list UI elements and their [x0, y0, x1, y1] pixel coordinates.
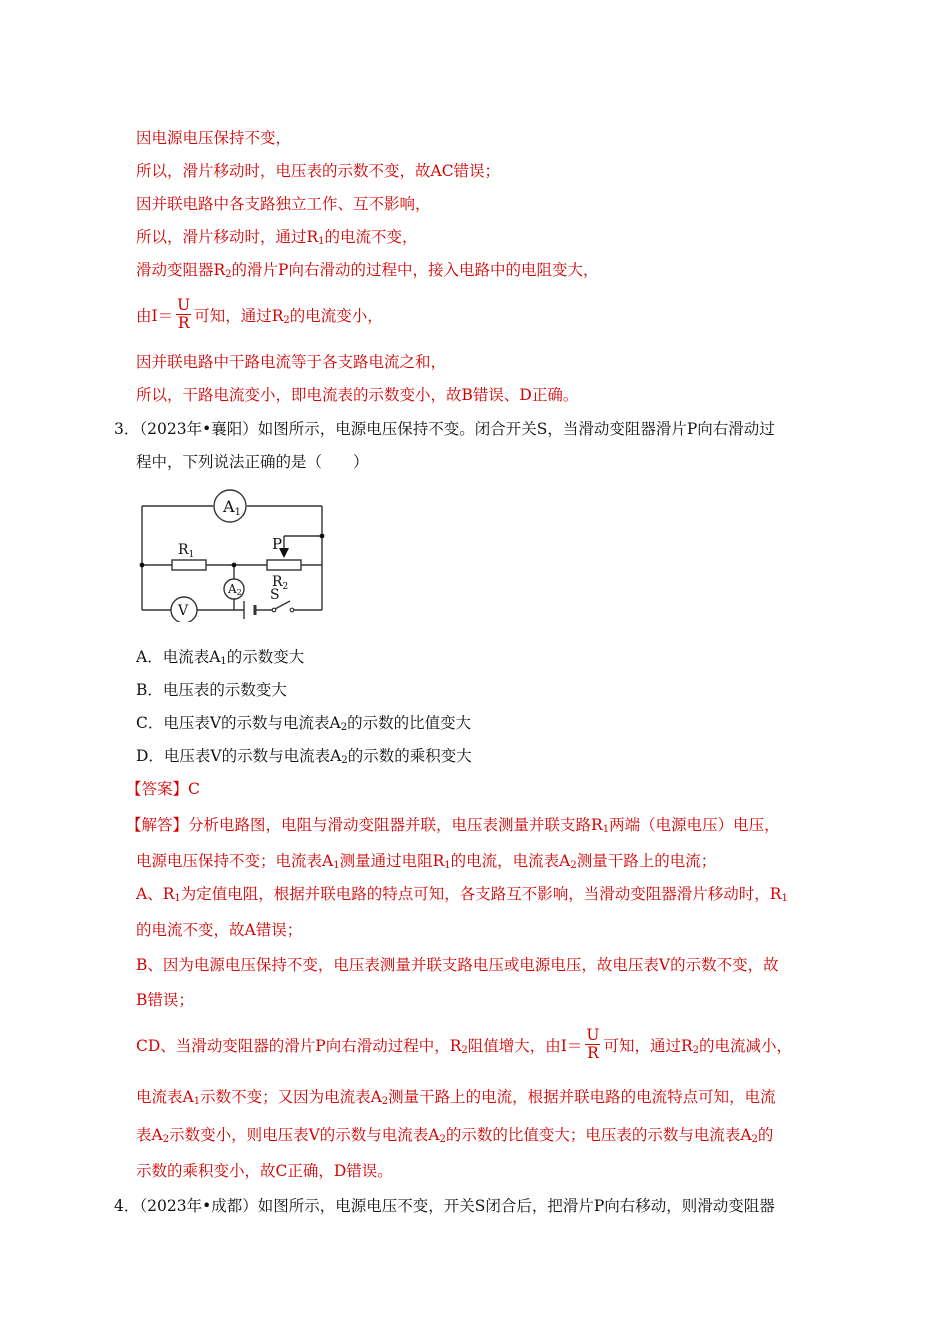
text-seg: 的电流减小， [699, 1036, 793, 1055]
r2-resistor [267, 560, 301, 570]
text-seg: 可知，通过R [603, 1036, 693, 1055]
q3-solution-line-5: B、因为电源电压保持不变，电压表测量并联支路电压或电源电压，故电压表V的示数不变，故 [136, 956, 779, 974]
subscript: 2 [225, 269, 232, 280]
fraction-u-over-r [176, 297, 191, 332]
subscript: 2 [340, 722, 348, 733]
text-seg: 分析电路图，电阻与滑动变阻器并联，电压表测量并联支路R [188, 816, 603, 834]
text-seg: 阻值增大，由I＝ [467, 1036, 583, 1055]
solution-tag: 【解答】 [126, 816, 189, 834]
text-seg: A、R [136, 885, 175, 903]
answer-value: C [188, 780, 200, 798]
subscript: 1 [174, 893, 181, 904]
circuit-diagram [134, 486, 334, 622]
subscript: 2 [570, 860, 577, 871]
text-seg: 的电流变小， [289, 306, 383, 325]
prev-solution-line-5 [136, 259, 598, 286]
text-seg: 的示数的比值变大；电压表的示数与电流表A [445, 1126, 752, 1144]
q3-solution-line-8 [136, 1086, 776, 1113]
q4-stem-line-1 [114, 1195, 775, 1217]
q3-solution-line-10: 示数的乘积变小，故C正确，D错误。 [136, 1162, 393, 1180]
junction-dot [232, 563, 237, 568]
slider-p-label: P [272, 535, 283, 553]
switch-contact [290, 608, 294, 612]
prev-solution-line-6 [136, 297, 383, 332]
label-sub: 1 [188, 550, 195, 560]
label-main: R [178, 542, 189, 558]
q3-option-a [136, 646, 304, 673]
text-seg: 示数变小，则电压表V的示数与电流表A [169, 1126, 440, 1144]
subscript: 2 [461, 1044, 468, 1056]
prev-solution-line-3: 因并联电路中各支路独立工作、互不影响， [136, 195, 431, 213]
fraction-numerator: U [177, 296, 191, 314]
subscript: 2 [381, 1096, 389, 1107]
q3-solution-line-1 [126, 814, 780, 841]
subscript: 2 [283, 314, 290, 326]
text-seg: 的电流不变， [324, 228, 418, 246]
voltmeter-label: V [178, 603, 189, 619]
text-seg: 的示数的乘积变大 [347, 747, 472, 765]
q3-answer [126, 778, 200, 800]
junction-dot [320, 534, 325, 539]
r1-resistor [172, 560, 206, 570]
subscript: 1 [220, 656, 227, 667]
text-seg: 测量干路上的电流； [576, 852, 717, 870]
text-seg: 的电流，电流表A [450, 852, 571, 870]
q3-option-b: B．电压表的示数变大 [136, 681, 287, 699]
fraction-denominator: R [587, 1044, 599, 1062]
text-seg: 的示数的比值变大 [347, 714, 472, 732]
subscript: 2 [751, 1134, 758, 1145]
q3-stem-line-2: 程中，下列说法正确的是（ ） [136, 453, 369, 471]
subscript: 2 [341, 755, 348, 766]
r1-label [178, 542, 194, 560]
q4-number: 4． [114, 1197, 140, 1215]
q3-solution-line-2 [136, 850, 716, 877]
answer-tag: 【答案】 [126, 780, 189, 798]
q3-stem-line-1 [114, 418, 775, 440]
q3-number: 3． [114, 420, 140, 438]
text-seg: 两端（电源电压）电压， [609, 816, 780, 834]
text-seg: 示数不变；又因为电流表A [200, 1088, 382, 1106]
subscript: 1 [318, 236, 325, 247]
text-seg: 测量通过电阻R [339, 852, 445, 870]
text-seg: 的示数变大 [226, 648, 305, 666]
q3-solution-line-3 [136, 883, 788, 910]
prev-solution-line-1: 因电源电压保持不变， [136, 129, 292, 147]
subscript: 1 [333, 860, 340, 871]
q3-solution-line-6: B错误； [136, 991, 194, 1009]
prev-solution-line-8: 所以，干路电流变小，即电流表的示数变小，故B错误、D正确。 [136, 386, 579, 404]
fraction-denominator: R [177, 314, 190, 332]
q3-stem: （2023年•襄阳）如图所示，电源电压保持不变。闭合开关S，当滑动变阻器滑片P向右滑动过 [139, 420, 775, 438]
label-main: A [223, 497, 235, 516]
q3-solution-line-9 [136, 1124, 773, 1151]
subscript: 2 [162, 1134, 170, 1145]
label-main: A [228, 582, 237, 596]
subscript: 2 [692, 1044, 700, 1056]
q3-option-c [136, 712, 471, 739]
prev-solution-line-7: 因并联电路中干路电流等于各支路电流之和， [136, 353, 447, 371]
text-seg: 电流表A [136, 1088, 194, 1106]
text-seg: 表A [136, 1126, 163, 1144]
text-seg: CD、当滑动变阻器的滑片P向右滑动过程中，R [136, 1036, 462, 1055]
q3-solution-line-4: 的电流不变，故A错误； [136, 921, 303, 939]
subscript: 1 [602, 824, 610, 835]
fraction-u-over-r [585, 1027, 600, 1062]
text-seg: A．电流表A [136, 648, 221, 666]
subscript: 1 [444, 860, 451, 871]
text-seg: 测量干路上的电流，根据并联电路的电流特点可知，电流 [388, 1088, 776, 1106]
q3-solution-line-7 [136, 1027, 792, 1062]
switch-s-label: S [270, 587, 280, 603]
text-seg: 为定值电阻，根据并联电路的特点可知，各支路互不影响，当滑动变阻器滑片移动时，R [180, 885, 782, 903]
text-seg: 电源电压保持不变；电流表A [136, 852, 334, 870]
junction-dot [140, 563, 145, 568]
text-seg: 由I＝ [136, 306, 174, 325]
label-sub: 1 [234, 507, 241, 518]
label-sub: 2 [282, 582, 289, 592]
label-sub: 2 [236, 588, 242, 597]
text-seg: 所以，滑片移动时，通过R [136, 228, 319, 246]
text-seg: 滑动变阻器R [136, 261, 226, 279]
q4-stem: （2023年•成都）如图所示，电源电压不变，开关S闭合后，把滑片P向右移动，则滑动变阻器 [139, 1197, 775, 1215]
subscript: 1 [193, 1096, 201, 1107]
q3-option-d [136, 745, 472, 772]
prev-solution-line-2: 所以，滑片移动时，电压表的示数不变，故AC错误； [136, 162, 501, 180]
prev-solution-line-4 [136, 226, 418, 253]
label-main: R [272, 574, 283, 590]
text-seg: D．电压表V的示数与电流表A [136, 747, 342, 765]
fraction-numerator: U [586, 1026, 600, 1044]
text-seg: 的 [757, 1126, 774, 1144]
subscript: 1 [781, 893, 788, 904]
text-seg: 可知，通过R [194, 306, 284, 325]
text-seg: C．电压表V的示数与电流表A [136, 714, 341, 732]
text-seg: 的滑片P向右滑动的过程中，接入电路中的电阻变大， [231, 261, 599, 279]
subscript: 2 [439, 1134, 446, 1145]
